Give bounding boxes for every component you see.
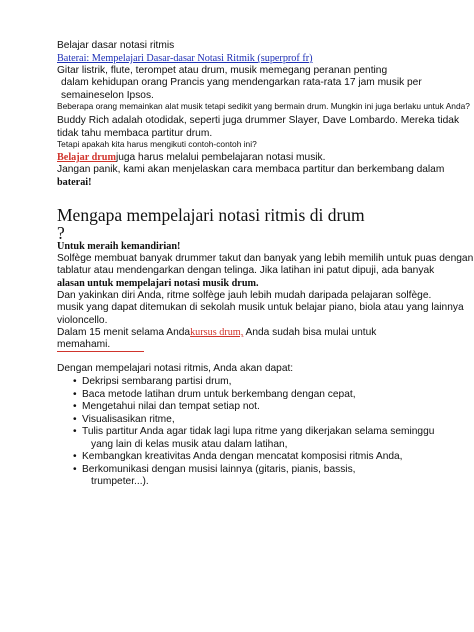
paragraph-line: tidak tahu membaca partitur drum. [57, 128, 213, 139]
list-item: • Tulis partitur Anda agar tidak lagi lupa ritme yang dikerjakan selama seminggu [73, 426, 435, 437]
small-note: Beberapa orang memainkan alat musik tetapi sedikit yang bermain drum. Mungkin ini juga berlaku untuk Anda? [57, 101, 470, 111]
paragraph-line [57, 327, 376, 339]
list-item: • Kembangkan kreativitas Anda dengan mencatat komposisi ritmis Anda, [73, 451, 403, 462]
source-link[interactable]: Baterai: Mempelajari Dasar-dasar Notasi Ritmik (superprof fr) [57, 53, 313, 64]
bullet-icon: • [73, 426, 77, 437]
paragraph-line: semaineselon Ipsos. [61, 90, 154, 101]
list-item: • Dekripsi sembarang partisi drum, [73, 376, 232, 387]
paragraph-line: tablatur atau mendengarkan dengan telinga. Jika latihan ini patut dipuji, ada banyak [57, 265, 435, 276]
paragraph-text: Dalam 15 menit selama Anda [57, 327, 191, 338]
paragraph-line: dalam kehidupan orang Prancis yang mendengarkan rata-rata 17 jam musik per [61, 77, 422, 88]
bullet-icon: • [73, 376, 77, 387]
link-underline [57, 351, 144, 352]
section-subheading: Untuk meraih kemandirian! [57, 241, 181, 252]
list-item: • Visualisasikan ritme, [73, 414, 175, 425]
paragraph-line: musik yang dapat ditemukan di sekolah musik untuk belajar piano, biola atau yang lainnya [57, 302, 464, 313]
paragraph-text: Anda sudah bisa mulai untuk [243, 327, 377, 338]
bullet-icon: • [73, 414, 77, 425]
paragraph-line: Gitar listrik, flute, terompet atau drum, musik memegang peranan penting [57, 65, 388, 76]
list-item-continuation: yang lain di kelas musik atau dalam latihan, [91, 439, 288, 450]
bullet-icon: • [73, 389, 77, 400]
list-item: • Baca metode latihan drum untuk berkembang dengan cepat, [73, 389, 356, 400]
list-item: • Mengetahui nilai dan tempat setiap not. [73, 401, 260, 412]
list-item-continuation: trumpeter...). [91, 476, 149, 487]
list-item: • Berkomunikasi dengan musisi lainnya (gitaris, pianis, bassis, [73, 464, 356, 475]
paragraph-line: Buddy Rich adalah otodidak, seperti juga drummer Slayer, Dave Lombardo. Mereka tidak [57, 115, 460, 126]
paragraph-line: memahami. [57, 339, 111, 350]
paragraph-line: Solfège membuat banyak drummer takut dan banyak yang lebih memilih untuk puas dengan [57, 253, 474, 264]
section-heading: ? [57, 223, 65, 243]
bullet-icon: • [73, 451, 77, 462]
bullet-icon: • [73, 401, 77, 412]
paragraph-line: alasan untuk mempelajari notasi musik drum. [57, 278, 259, 289]
paragraph-line: Dan yakinkan diri Anda, ritme solfège jauh lebih mudah daripada pelajaran solfège. [57, 290, 432, 301]
paragraph-text: juga harus melalui pembelajaran notasi musik. [115, 152, 326, 163]
list-intro: Dengan mempelajari notasi ritmis, Anda akan dapat: [57, 363, 294, 374]
paragraph-line [57, 152, 325, 164]
small-note: Tetapi apakah kita harus mengikuti contoh-contoh ini? [57, 139, 257, 149]
drum-lesson-link[interactable]: Belajar drum [57, 152, 116, 163]
section-heading: Mengapa mempelajari notasi ritmis di drum [57, 205, 365, 225]
paragraph-line: violoncello. [57, 315, 108, 326]
doc-title: Belajar dasar notasi ritmis [57, 40, 175, 51]
paragraph-line: baterai! [57, 177, 92, 188]
bullet-icon: • [73, 464, 77, 475]
drum-course-link[interactable]: kursus drum, [190, 327, 244, 338]
paragraph-line: Jangan panik, kami akan menjelaskan cara membaca partitur dan berkembang dalam [57, 164, 445, 175]
